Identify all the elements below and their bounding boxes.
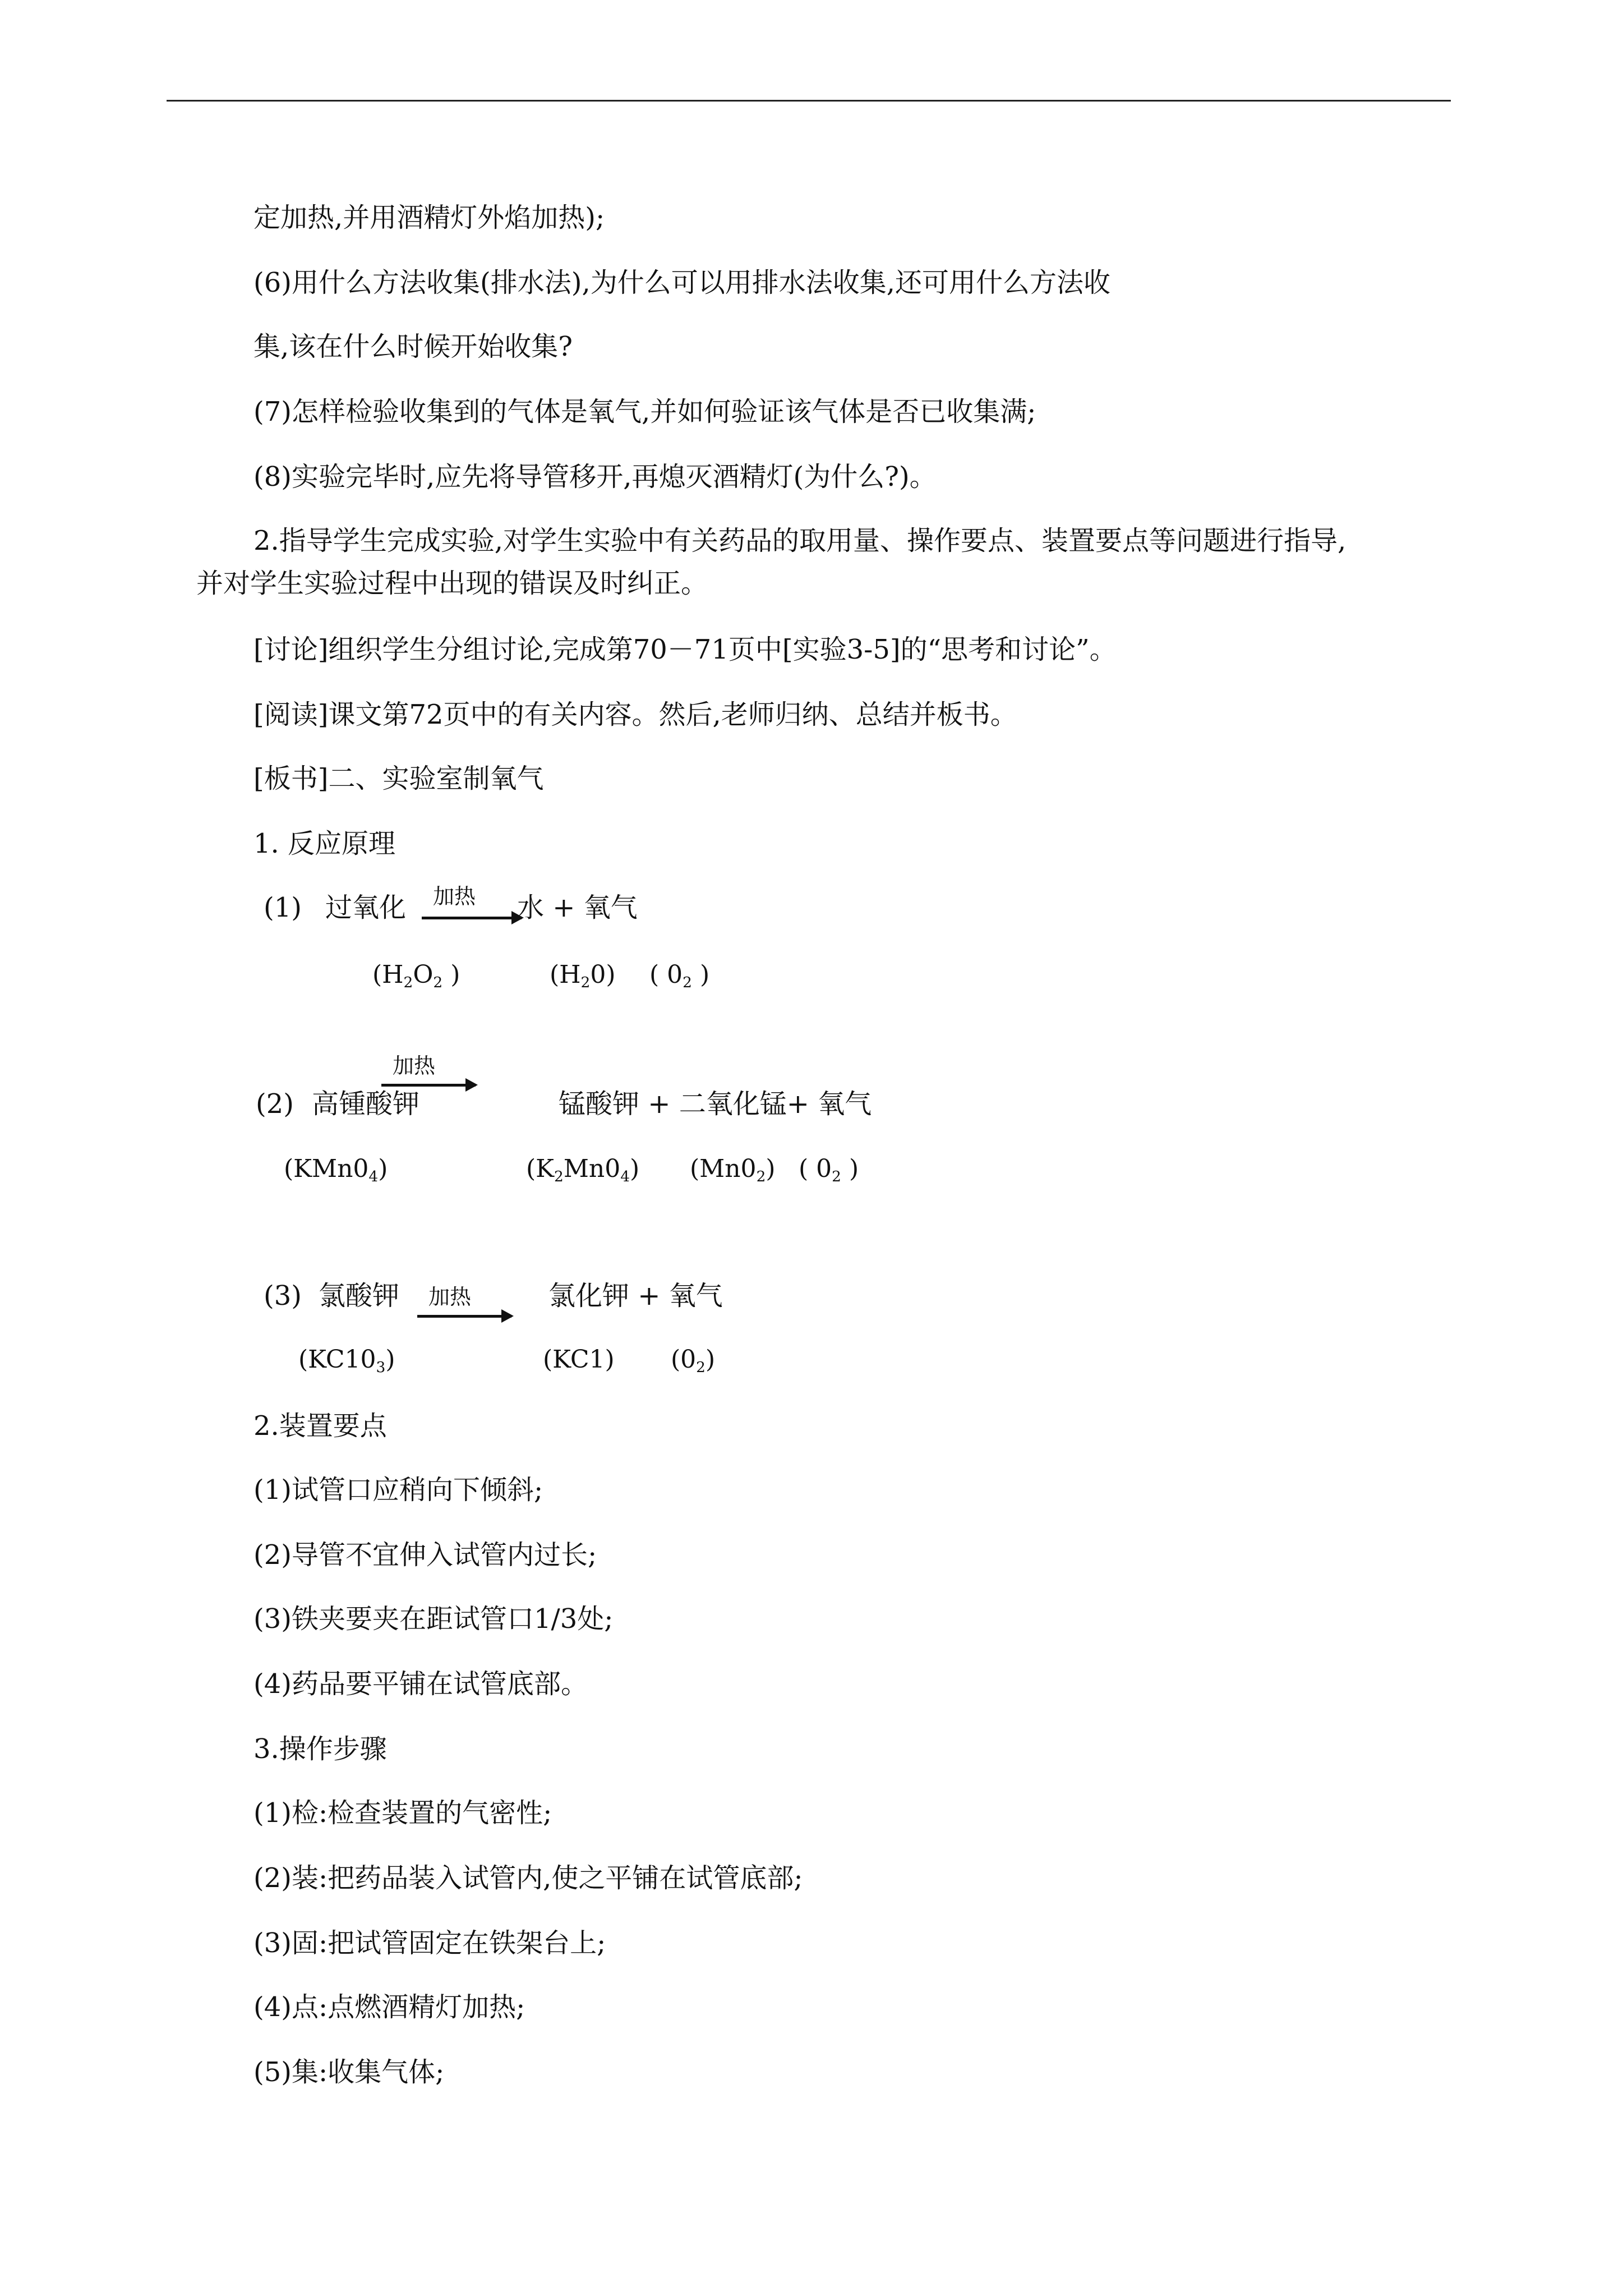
list-item: (3)固:把试管固定在铁架台上;: [253, 1927, 606, 1959]
list-item: (1)试管口应稍向下倾斜;: [253, 1474, 543, 1506]
formula-product: $(0_2)$: [671, 1345, 716, 1376]
reaction-condition: 加热: [393, 1053, 436, 1078]
formula-product: ( $0_2$ ): [649, 960, 710, 991]
text-line: 并对学生实验过程中出现的错误及时纠正。: [196, 568, 708, 599]
list-item: (4)药品要平铺在试管底部。: [253, 1668, 588, 1700]
products: 水 + 氧气: [517, 892, 638, 923]
text-line: 定加热,并用酒精灯外焰加热);: [253, 202, 605, 233]
formula-product: $(H_20)$: [550, 960, 616, 991]
text-line: [阅读]课文第72页中的有关内容。然后,老师归纳、总结并板书。: [253, 699, 1017, 730]
formula-product: $(Mn0_2)$: [690, 1154, 776, 1185]
list-item: (1)检:检查装置的气密性;: [253, 1797, 552, 1829]
text-line: [板书]二、实验室制氧气: [253, 763, 544, 794]
products: 锰酸钾 + 二氧化锰+ 氧气: [559, 1088, 872, 1120]
reactant-name: 氯酸钾: [319, 1280, 400, 1312]
section-heading: 2.装置要点: [253, 1410, 387, 1442]
reaction-number: (1): [264, 892, 302, 923]
formula-product: ( $0_2$ ): [799, 1154, 859, 1185]
reactant-name: 高锺酸钾: [312, 1088, 420, 1120]
header-rule: [167, 100, 1451, 102]
list-item: (4)点:点燃酒精灯加热;: [253, 1991, 525, 2023]
text-line: (6)用什么方法收集(排水法),为什么可以用排水法收集,还可用什么方法收: [253, 267, 1110, 298]
reactant-name: 过氧化: [325, 892, 407, 923]
products: 氯化钾 + 氧气: [548, 1280, 723, 1312]
text-line: 集,该在什么时候开始收集?: [253, 331, 573, 362]
text-line: [讨论]组织学生分组讨论,完成第70－71页中[实验3-5]的“思考和讨论”。: [253, 634, 1117, 665]
list-item: (5)集:收集气体;: [253, 2056, 445, 2088]
formula-product: (KC1): [543, 1345, 615, 1374]
reaction-arrow: [417, 1315, 511, 1318]
formula-reactant: $(KC10_3)$: [298, 1345, 395, 1376]
reaction-arrow: [422, 917, 522, 919]
text-line: 2.指导学生完成实验,对学生实验中有关药品的取用量、操作要点、装置要点等问题进行指导,: [253, 525, 1347, 556]
reaction-arrow: [381, 1084, 476, 1087]
reaction-condition: 加热: [428, 1285, 472, 1309]
formula-reactant: ($H_2O_2$ ): [372, 960, 460, 991]
reaction-number: (3): [264, 1280, 302, 1312]
formula-reactant: $(KMn0_4)$: [284, 1154, 388, 1185]
section-heading: 3.操作步骤: [253, 1733, 387, 1765]
reaction-condition: 加热: [433, 884, 476, 909]
list-item: (3)铁夹要夹在距试管口1/3处;: [253, 1603, 614, 1635]
formula-product: $(K_2Mn0_4)$: [526, 1154, 640, 1185]
reaction-number: (2): [256, 1088, 294, 1120]
text-line: (8)实验完毕时,应先将导管移开,再熄灭酒精灯(为什么?)。: [253, 461, 937, 493]
section-heading: 1. 反应原理: [253, 828, 396, 859]
list-item: (2)装:把药品装入试管内,使之平铺在试管底部;: [253, 1862, 803, 1894]
text-line: (7)怎样检验收集到的气体是氧气,并如何验证该气体是否已收集满;: [253, 396, 1036, 427]
list-item: (2)导管不宜伸入试管内过长;: [253, 1539, 597, 1571]
